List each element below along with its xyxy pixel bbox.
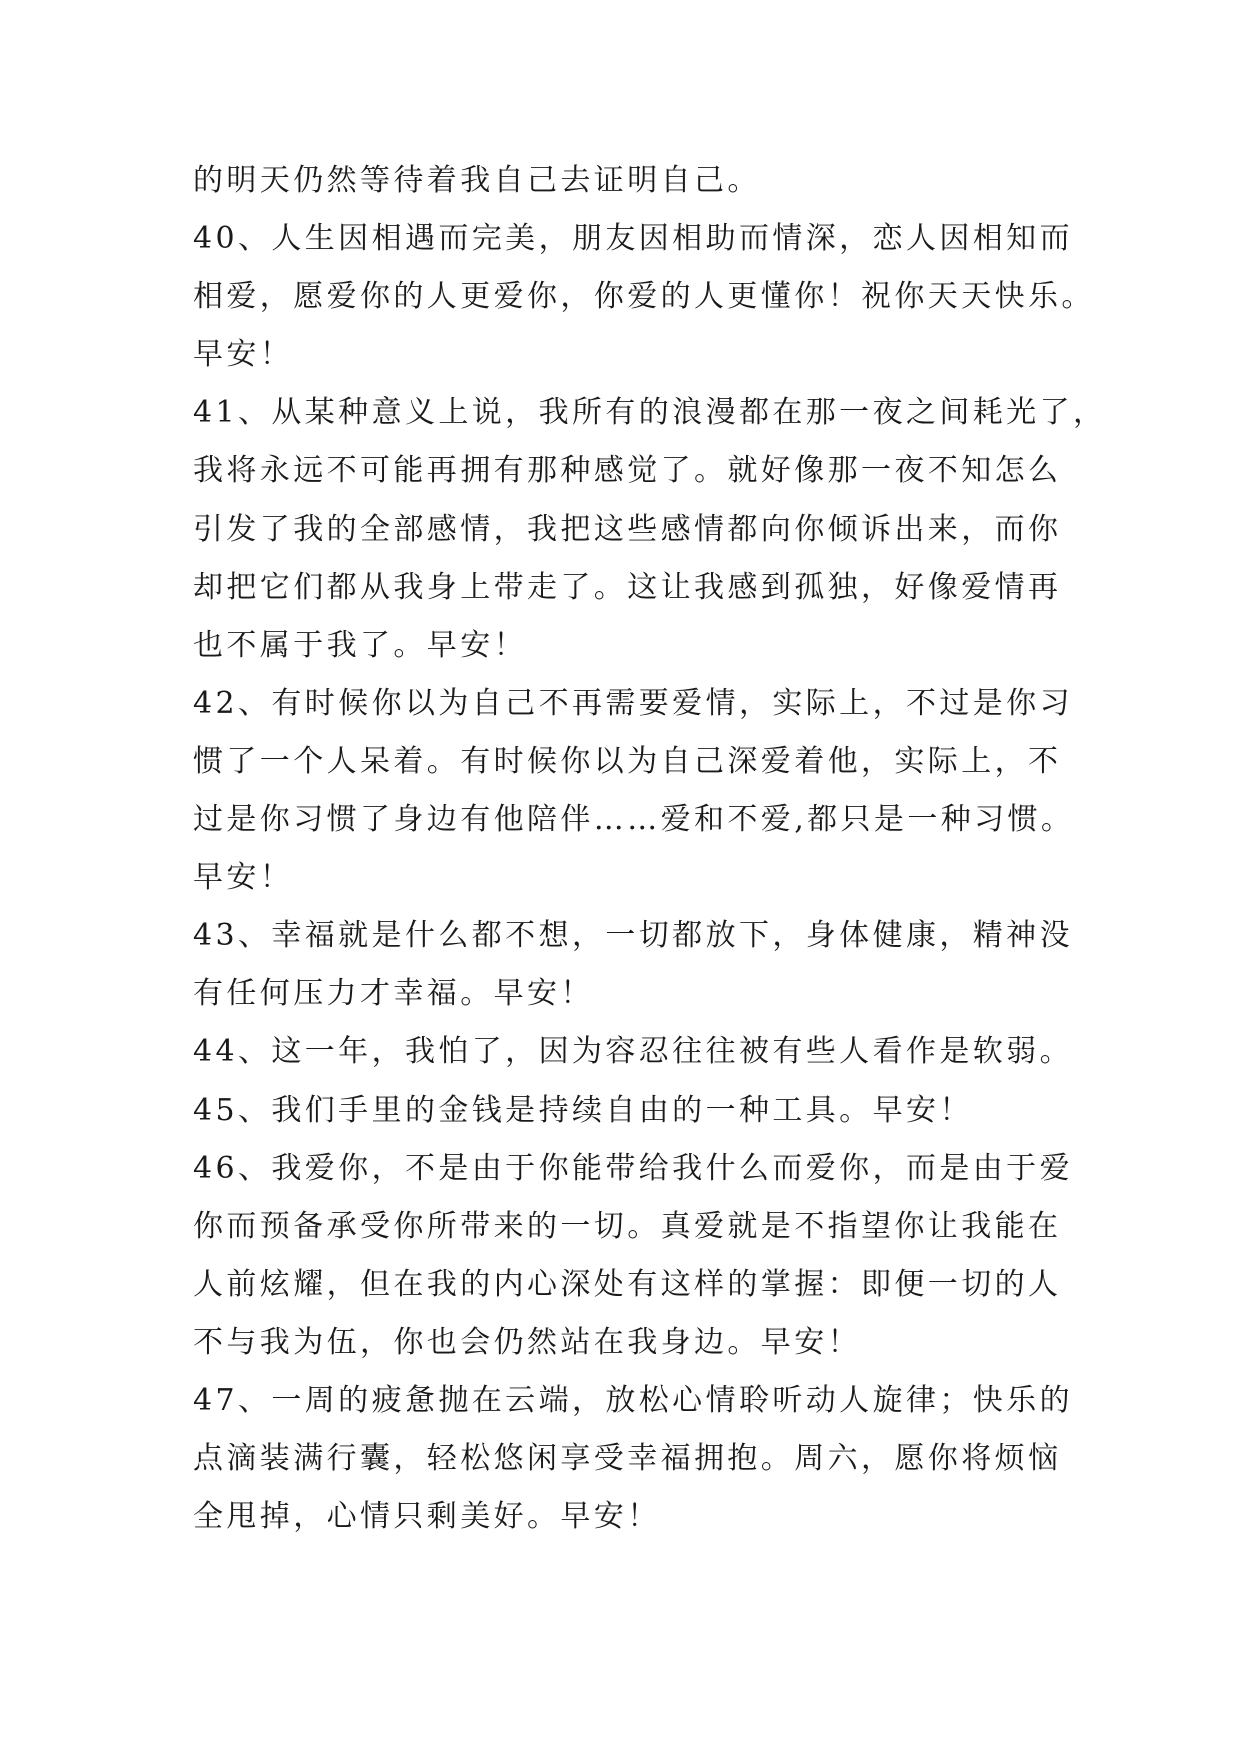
text-line: 47、一周的疲惫抛在云端，放松心情聆听动人旋律；快乐的: [193, 1382, 1073, 1418]
text-line: 惯了一个人呆着。有时候你以为自己深爱着他，实际上，不: [193, 743, 1062, 779]
text-line: 42、有时候你以为自己不再需要爱情，实际上，不过是你习: [193, 685, 1073, 721]
text-line: 早安！: [193, 860, 294, 896]
text-line: 的明天仍然等待着我自己去证明自己。: [193, 163, 761, 198]
text-line: 44、这一年，我怕了，因为容忍往往被有些人看作是软弱。: [193, 1034, 1073, 1070]
text-line: 不与我为伍，你也会仍然站在我身边。早安！: [193, 1324, 861, 1360]
text-line: 早安！: [193, 337, 294, 373]
text-line: 有任何压力才幸福。早安！: [193, 976, 594, 1012]
text-line: 点滴装满行囊，轻松悠闲享受幸福拥抱。周六，愿你将烦恼: [193, 1441, 1062, 1477]
text-line: 全甩掉，心情只剩美好。早安！: [193, 1499, 661, 1535]
text-line: 过是你习惯了身边有他陪伴……爱和不爱,都只是一种习惯。: [193, 802, 1075, 838]
text-line: 却把它们都从我身上带走了。这让我感到孤独，好像爱情再: [193, 569, 1062, 605]
text-line: 人前炫耀，但在我的内心深处有这样的掌握：即便一切的人: [193, 1266, 1062, 1302]
document-body: [193, 152, 1107, 1546]
text-line: 也不属于我了。早安！: [193, 627, 527, 663]
text-line: 45、我们手里的金钱是持续自由的一种工具。早安！: [193, 1092, 973, 1128]
text-line: 你而预备承受你所带来的一切。真爱就是不指望你让我能在: [193, 1208, 1062, 1244]
text-line: 相爱，愿爱你的人更爱你，你爱的人更懂你！祝你天天快乐。: [193, 279, 1095, 315]
text-line: 46、我爱你，不是由于你能带给我什么而爱你，而是由于爱: [193, 1150, 1073, 1186]
text-line: 40、人生因相遇而完美，朋友因相助而情深，恋人因相知而: [193, 221, 1073, 257]
text-line: 43、幸福就是什么都不想，一切都放下，身体健康，精神没: [193, 918, 1073, 954]
text-line: 我将永远不可能再拥有那种感觉了。就好像那一夜不知怎么: [193, 453, 1062, 489]
text-line: 引发了我的全部感情，我把这些感情都向你倾诉出来，而你: [193, 511, 1062, 547]
text-line: 41、从某种意义上说，我所有的浪漫都在那一夜之间耗光了，: [193, 395, 1107, 431]
